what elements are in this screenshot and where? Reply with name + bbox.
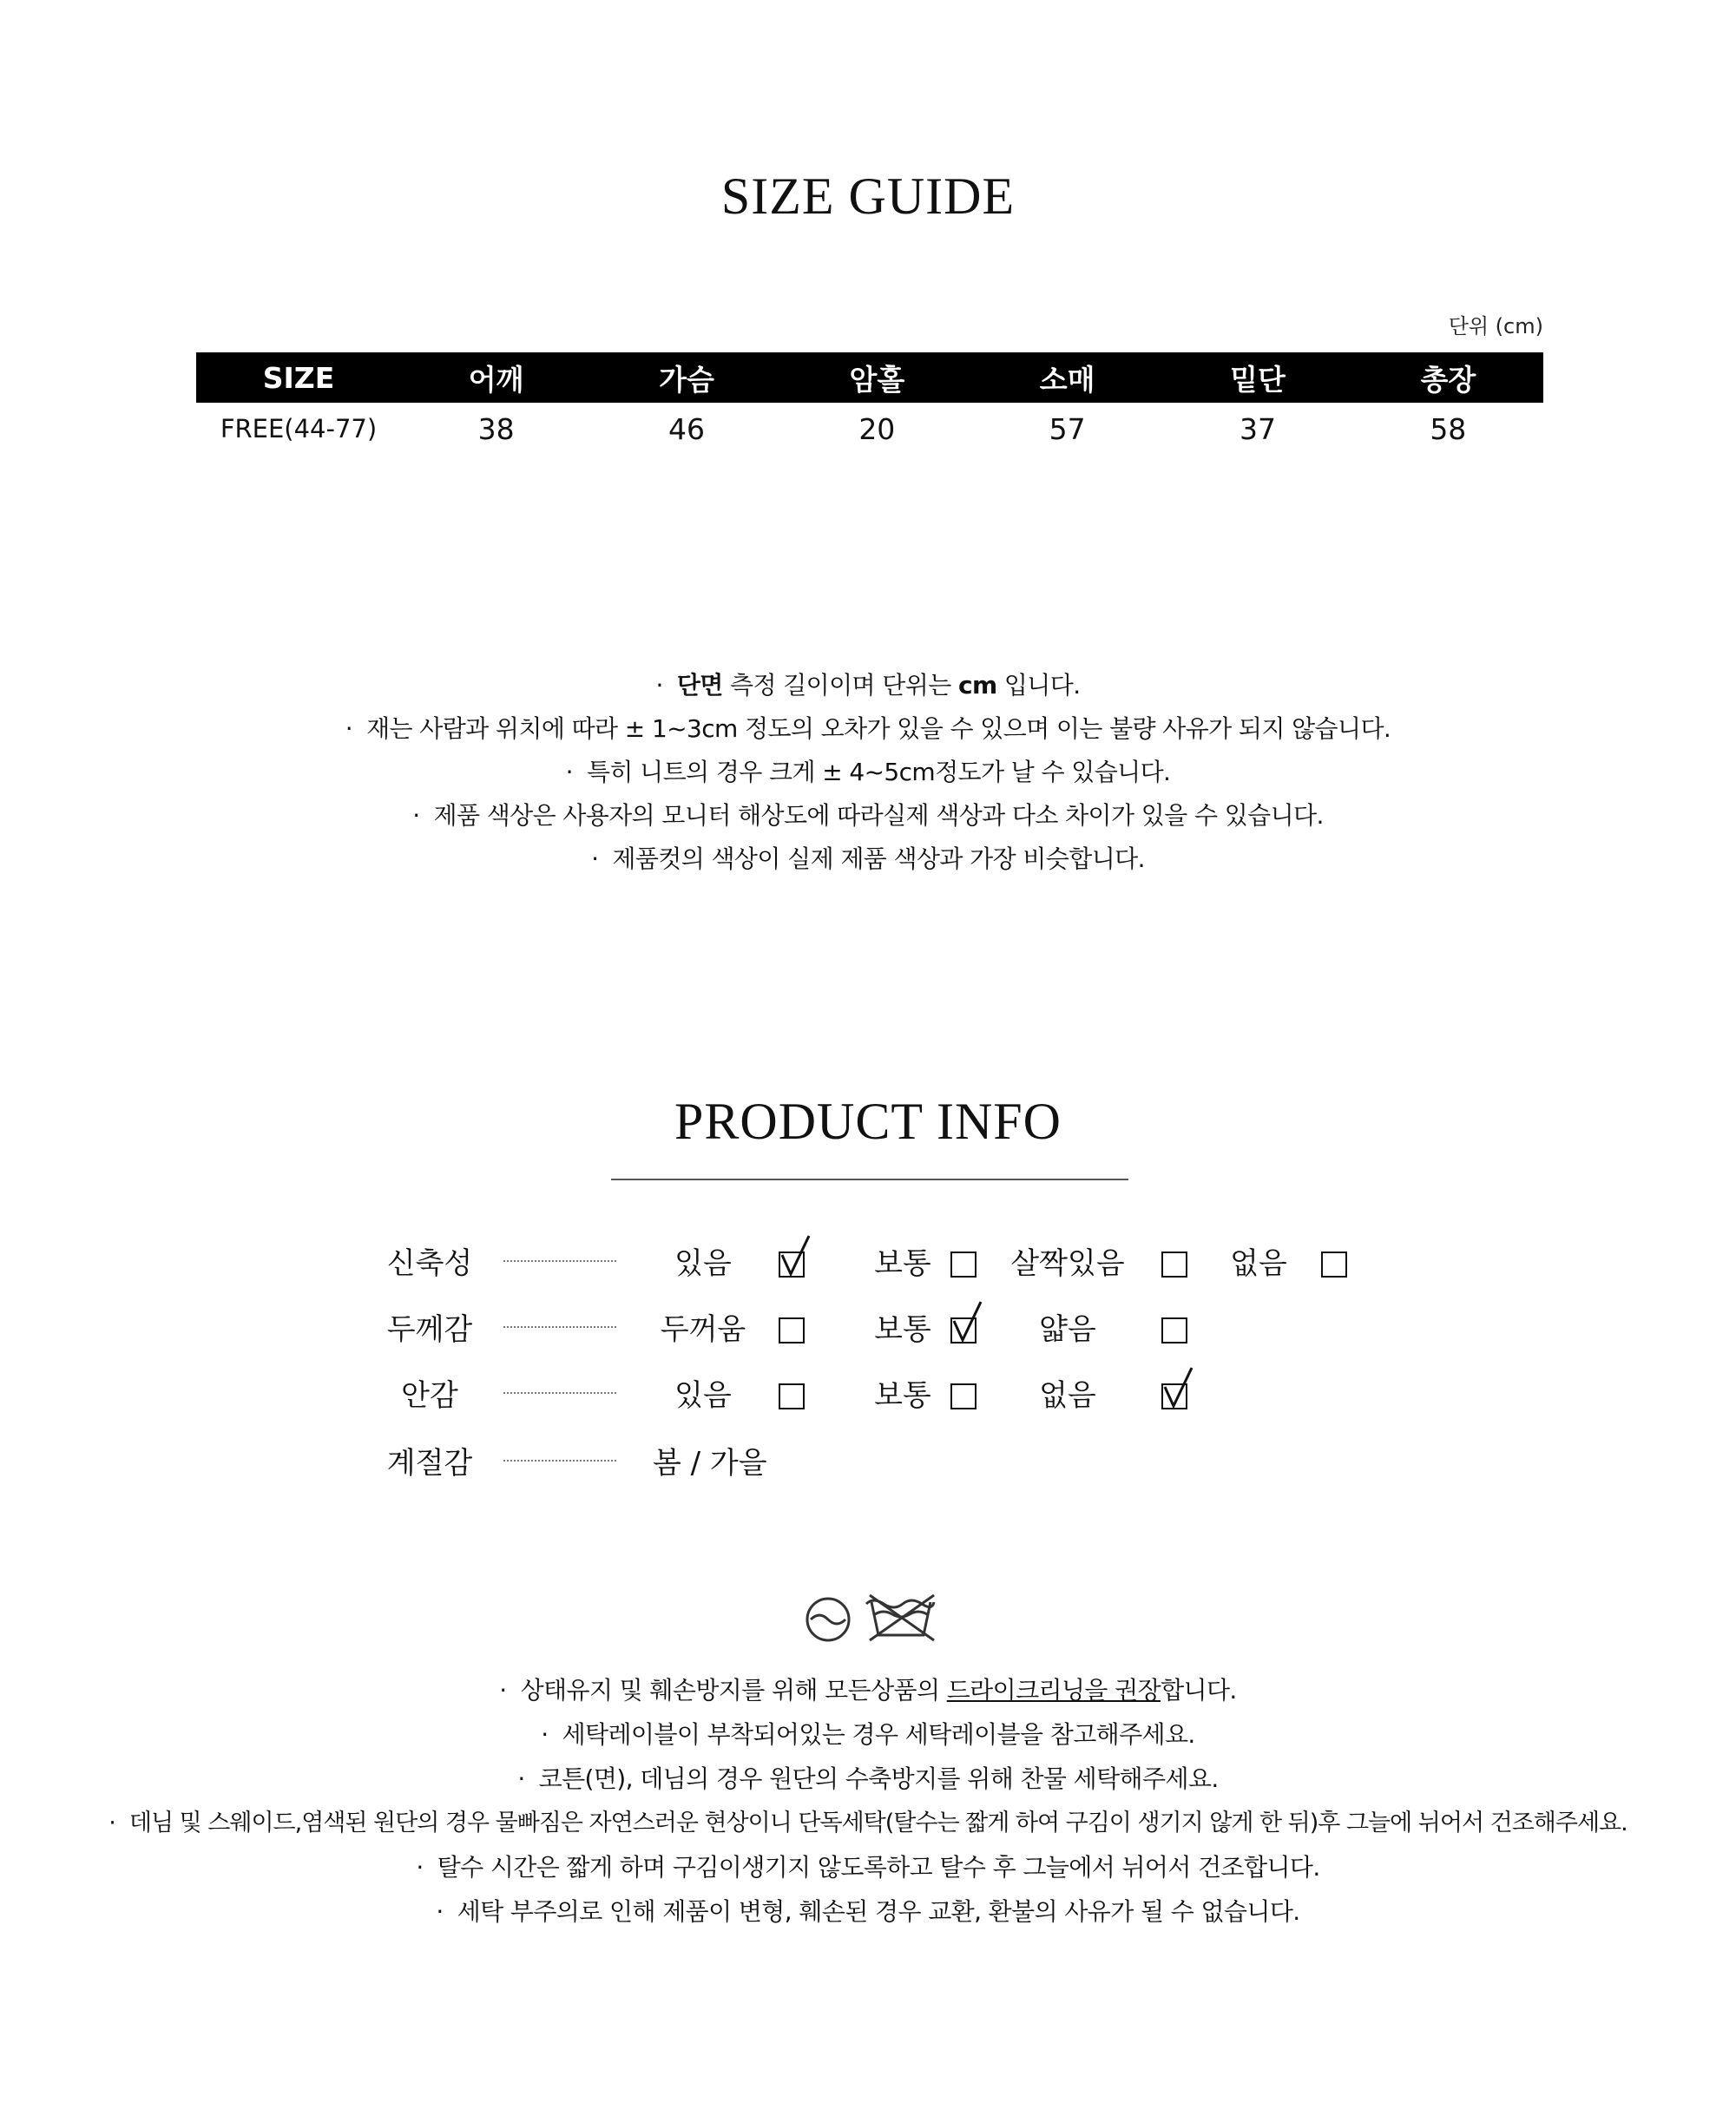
info-row-stretch (0, 1238, 1736, 1290)
option-label: 보통 (874, 1246, 931, 1281)
check-mark-icon (1161, 1366, 1195, 1415)
check-mark-icon (950, 1300, 984, 1349)
chest-cell: 46 (667, 411, 705, 446)
care-note (0, 1801, 1736, 1845)
note-emphasis: 단면 (676, 671, 723, 700)
care-icons-svg (802, 1590, 941, 1646)
info-row-season (0, 1437, 1736, 1489)
checkbox[interactable] (779, 1383, 805, 1409)
season-value: 봄 / 가을 (653, 1446, 767, 1481)
checkbox[interactable] (779, 1317, 805, 1343)
note-text: 세탁레이블이 부착되어있는 경우 세탁레이블을 참고해주세요. (562, 1720, 1195, 1749)
hem-cell: 37 (1239, 411, 1276, 446)
header-armhole: 암홀 (782, 352, 972, 403)
size-notes (0, 664, 1736, 881)
note-underline: 드라이크리닝을 권장 (946, 1676, 1161, 1705)
sleeve-cell: 57 (1049, 411, 1086, 446)
dotted-leader (503, 1326, 616, 1328)
note-text: 측정 길이이며 단위는 (722, 671, 958, 700)
size-guide-title: SIZE GUIDE (720, 168, 1016, 225)
note-text: 특히 니트의 경우 크게 ± 4~5cm정도가 날 수 있습니다. (586, 758, 1171, 786)
header-size: SIZE (196, 352, 401, 403)
header-chest: 가슴 (591, 352, 781, 403)
table-row (196, 403, 1543, 455)
option-label: 두꺼움 (660, 1312, 746, 1347)
header-length: 총장 (1353, 352, 1543, 403)
note-emphasis: cm (957, 671, 997, 700)
no-wash-icon (866, 1595, 934, 1640)
check-mark-icon (778, 1234, 812, 1283)
size-note (0, 838, 1736, 881)
bullet: · (412, 801, 420, 830)
size-note (0, 707, 1736, 751)
header-sleeve: 소매 (972, 352, 1162, 403)
header-hem: 밑단 (1162, 352, 1352, 403)
care-note (0, 1712, 1736, 1757)
bullet: · (499, 1676, 507, 1705)
info-label: 안감 (401, 1378, 458, 1413)
bullet: · (541, 1720, 549, 1749)
option-label: 얇음 (1039, 1312, 1096, 1347)
checkbox[interactable] (1161, 1252, 1187, 1278)
info-row-thickness (0, 1304, 1736, 1356)
bullet: · (655, 671, 663, 700)
note-text: 상태유지 및 훼손방지를 위해 모든상품의 (520, 1676, 947, 1705)
length-cell: 58 (1430, 411, 1467, 446)
note-text: 제품 색상은 사용자의 모니터 해상도에 따라실제 색상과 다소 차이가 있을 수 있습니다. (433, 801, 1324, 830)
bullet: · (591, 844, 599, 873)
size-cell: FREE(44-77) (220, 414, 378, 443)
header-shoulder: 어깨 (401, 352, 591, 403)
product-info-title: PRODUCT INFO (674, 1093, 1062, 1150)
note-text: 제품컷의 색상이 실제 제품 색상과 가장 비슷합니다. (612, 844, 1145, 873)
option-label: 보통 (874, 1378, 931, 1413)
dotted-leader (503, 1260, 616, 1262)
dotted-leader (503, 1460, 616, 1462)
option-label: 보통 (874, 1312, 931, 1347)
care-note (0, 1757, 1736, 1801)
checkbox[interactable] (950, 1317, 976, 1343)
option-label: 있음 (674, 1378, 732, 1413)
checkbox[interactable] (1161, 1383, 1187, 1409)
care-note (0, 1845, 1736, 1889)
note-text: 탈수 시간은 짧게 하며 구김이생기지 않도록하고 탈수 후 그늘에서 뉘어서 건조합니다. (437, 1853, 1320, 1882)
size-note (0, 794, 1736, 838)
option-label: 없음 (1039, 1378, 1096, 1413)
size-note (0, 664, 1736, 707)
option-label: 있음 (674, 1246, 732, 1281)
care-note (0, 1668, 1736, 1712)
checkbox[interactable] (779, 1252, 805, 1278)
size-table (196, 352, 1543, 455)
checkbox[interactable] (950, 1383, 976, 1409)
note-text: 코튼(면), 데님의 경우 원단의 수축방지를 위해 찬물 세탁해주세요. (538, 1764, 1219, 1793)
care-notes (0, 1668, 1736, 1934)
size-table-header-row (196, 352, 1543, 403)
note-text: 재는 사람과 위치에 따라 ± 1~3cm 정도의 오차가 있을 수 있으며 이는 불량 사유가 되지 않습니다. (366, 714, 1391, 743)
care-note (0, 1889, 1736, 1934)
info-label: 신축성 (386, 1246, 473, 1281)
checkbox[interactable] (1321, 1252, 1347, 1278)
note-text: 세탁 부주의로 인해 제품이 변형, 훼손된 경우 교환, 환불의 사유가 될 수 없습니다. (457, 1897, 1300, 1926)
bullet: · (436, 1897, 444, 1926)
checkbox[interactable] (950, 1252, 976, 1278)
dry-clean-icon (807, 1599, 849, 1640)
info-row-lining (0, 1370, 1736, 1422)
note-text: 합니다. (1161, 1676, 1237, 1705)
checkbox[interactable] (1161, 1317, 1187, 1343)
bullet: · (108, 1810, 115, 1836)
armhole-cell: 20 (858, 411, 896, 446)
care-icons (802, 1590, 941, 1646)
note-text: 입니다. (996, 671, 1081, 700)
bullet: · (517, 1764, 525, 1793)
option-label: 없음 (1230, 1246, 1287, 1281)
unit-label: 단위 (cm) (1448, 314, 1543, 338)
note-text: 데님 및 스웨이드,염색된 원단의 경우 물빠짐은 자연스러운 현상이니 단독세탁(탈수는 짧게 하여 구김이 생기지 않게 한 뒤)후 그늘에 뉘어서 건조해주세요. (128, 1810, 1628, 1836)
info-label: 두께감 (386, 1312, 473, 1347)
info-label: 계절감 (386, 1446, 473, 1481)
size-note (0, 751, 1736, 794)
shoulder-cell: 38 (477, 411, 515, 446)
bullet: · (345, 714, 353, 743)
option-label: 살짝있음 (1010, 1246, 1125, 1281)
bullet: · (565, 758, 573, 786)
bullet: · (416, 1853, 424, 1882)
title-divider (611, 1179, 1128, 1180)
dotted-leader (503, 1392, 616, 1394)
